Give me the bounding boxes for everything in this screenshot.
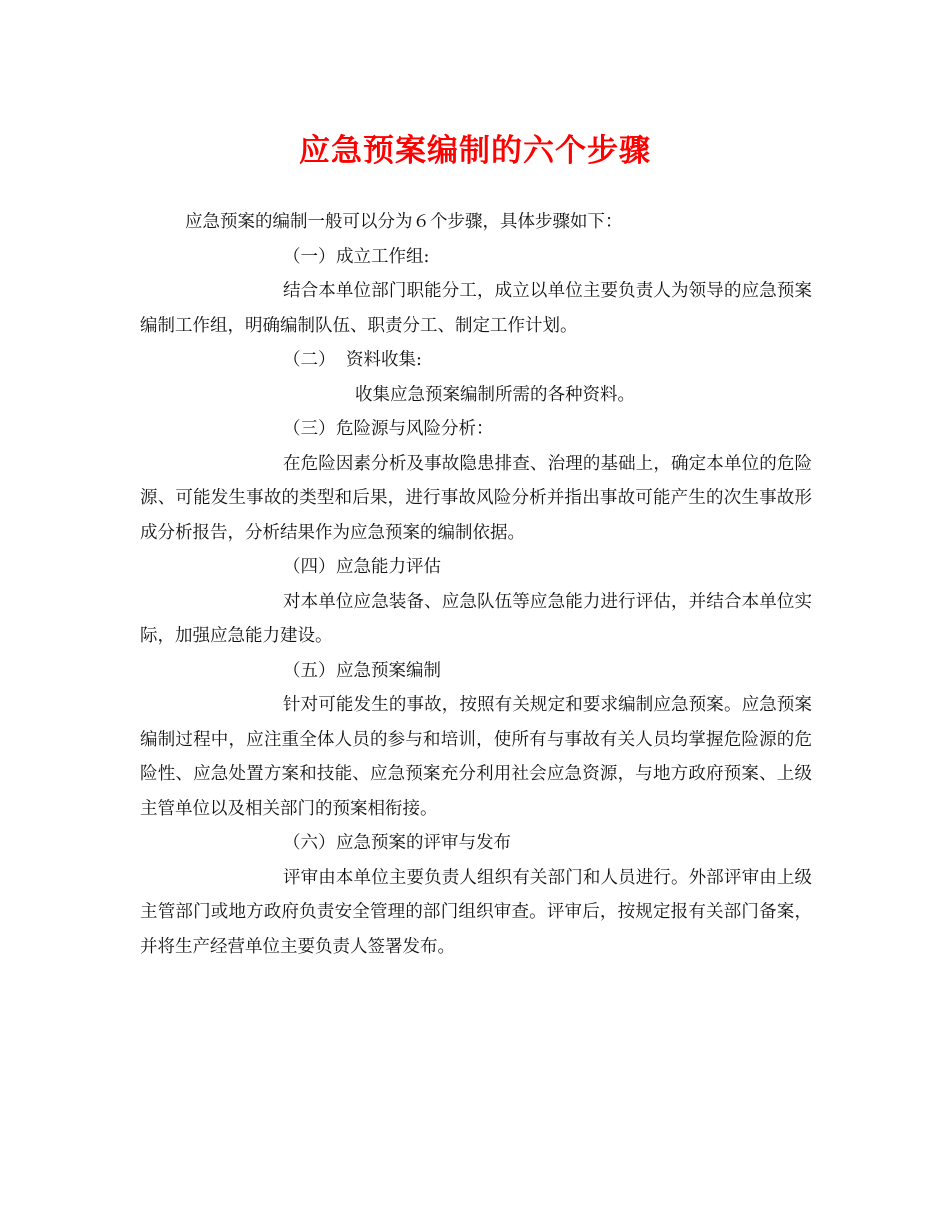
step-6-body: 评审由本单位主要负责人组织有关部门和人员进行。外部评审由上级主管部门或地方政府负责安全管理的部门组织审查。评审后，按规定报有关部门备案，并将生产经营单位主要负责人签署发布。 [140,867,812,957]
step-3-title: 危险源与风险分析： [336,419,494,439]
step-2-title: 资料收集: [346,350,422,370]
step-2-heading [140,343,812,378]
step-6-heading [140,826,812,861]
step-4-heading [140,550,812,585]
step-2-number: （二） [283,350,336,370]
step-6-number: （六） [283,833,336,853]
document-title: 应急预案编制的六个步骤 [299,133,651,169]
step-5-number: （五） [283,660,336,681]
step-3-heading [140,412,812,447]
step-4-title: 应急能力评估 [336,557,441,577]
step-5-body: 针对可能发生的事故，按照有关规定和要求编制应急预案。应急预案编制过程中，应注重全体人员的参与和培训，使所有与事故有关人员均掌握危险源的危险性、应急处置方案和技能、应急预案充分利用社会应急资源，与地方政府预案、上级主管单位以及相关部门的预案相衔接。 [140,695,812,819]
document-body [140,205,812,964]
intro-paragraph: 应急预案的编制一般可以分为６个步骤，具体步骤如下： [185,212,623,232]
step-5-heading [140,654,812,689]
step-3-number: （三） [283,419,336,439]
step-1-body: 结合本单位部门职能分工，成立以单位主要负责人为领导的应急预案编制工作组，明确编制队伍、职责分工、制定工作计划。 [140,281,812,336]
step-4-body: 对本单位应急装备、应急队伍等应急能力进行评估，并结合本单位实际，加强应急能力建设。 [140,591,812,646]
step-1-title: 成立工作组: [336,246,430,267]
step-4-number: （四） [283,557,336,577]
step-5-title: 应急预案编制 [336,660,441,681]
step-3-body: 在危险因素分析及事故隐患排查、治理的基础上，确定本单位的危险源、可能发生事故的类型和后果，进行事故风险分析并指出事故可能产生的次生事故形成分析报告，分析结果作为应急预案的编制依据。 [140,453,812,543]
step-1-number: （一） [283,246,336,267]
step-2-body: 收集应急预案编制所需的各种资料。 [355,384,635,405]
step-6-title: 应急预案的评审与发布 [336,833,511,853]
step-1-heading [140,240,812,275]
